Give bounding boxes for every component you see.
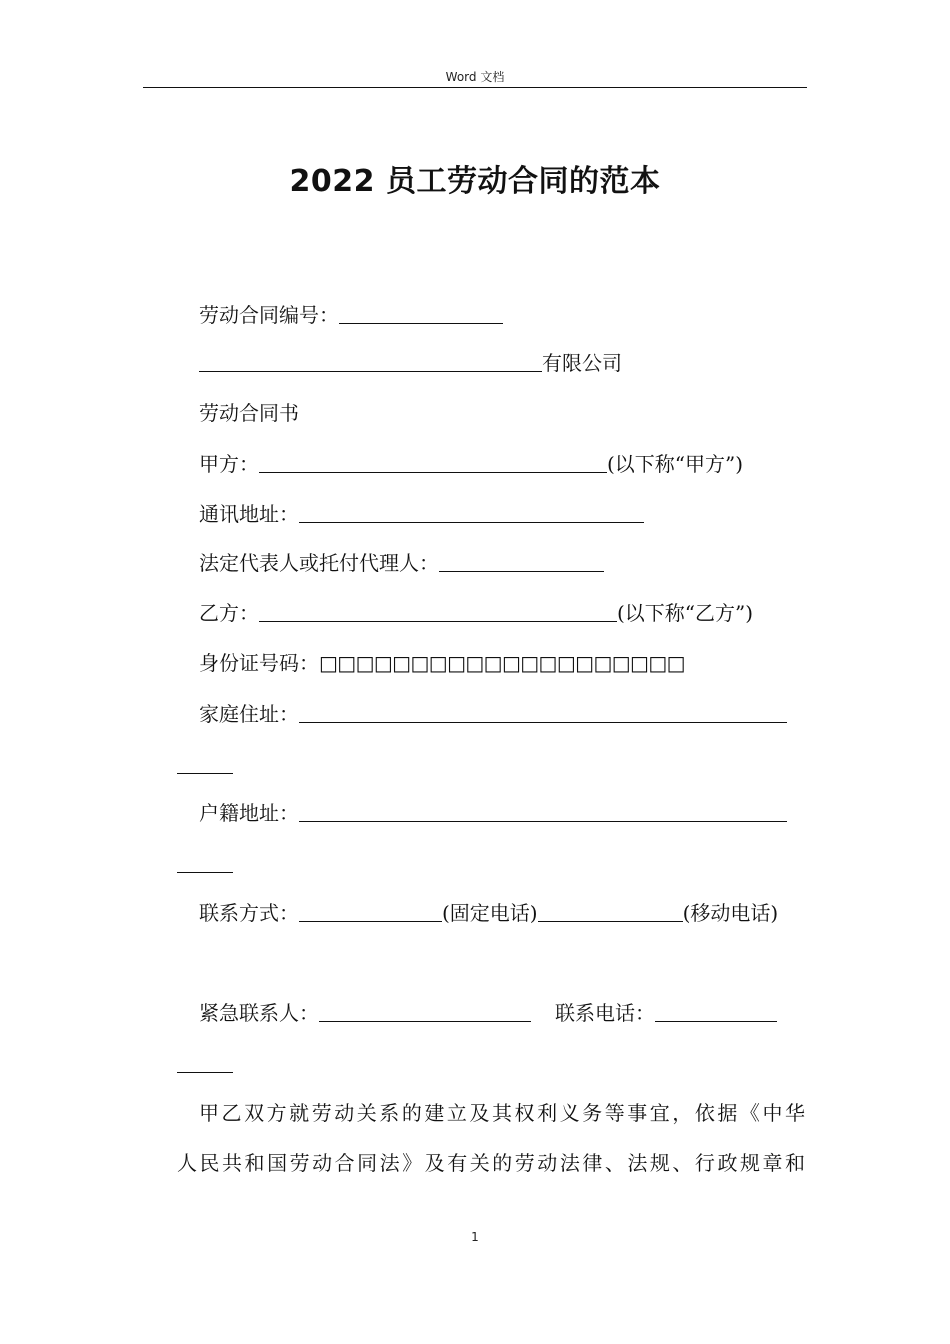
page-header: Word 文档 <box>445 70 505 84</box>
party-a-line <box>199 451 743 477</box>
document-title: 2022 员工劳动合同的范本 <box>289 164 661 199</box>
mobile-phone-label: (移动电话) <box>682 901 779 925</box>
party-b-note: (以下称“乙方”) <box>617 601 754 625</box>
company-suffix: 有限公司 <box>542 351 622 375</box>
home-address-label: 家庭住址： <box>199 702 299 726</box>
address-blank <box>299 502 644 523</box>
contact-phone-blank <box>655 1001 777 1022</box>
emergency-contact-blank <box>319 1001 531 1022</box>
party-a-label: 甲方： <box>199 452 259 476</box>
fixed-phone-blank <box>299 901 442 922</box>
contract-number-label: 劳动合同编号： <box>199 303 339 327</box>
party-b-line <box>199 600 753 626</box>
home-address-blank-cont <box>177 753 233 774</box>
contact-phone-blank-cont <box>177 1052 233 1073</box>
household-address-blank-cont <box>177 852 233 873</box>
address-line <box>199 501 644 527</box>
page-number: 1 <box>471 1230 479 1244</box>
party-a-blank <box>259 452 607 473</box>
intro-paragraph-line-2: 人民共和国劳动合同法》及有关的劳动法律、法规、行政规章和 <box>177 1151 805 1175</box>
contract-number-line <box>199 302 503 328</box>
id-number-boxes: □□□□□□□□□□□□□□□□□□□□ <box>319 651 685 675</box>
party-b-blank <box>259 601 617 622</box>
legal-rep-line <box>199 550 604 576</box>
household-address-blank <box>299 801 787 822</box>
company-line <box>199 350 622 376</box>
home-address-blank <box>299 702 787 723</box>
contact-phone-continuation <box>177 1051 233 1077</box>
header-divider <box>143 87 807 88</box>
home-address-line <box>199 701 787 727</box>
household-address-label: 户籍地址： <box>199 801 299 825</box>
contact-line <box>199 900 778 926</box>
emergency-contact-label: 紧急联系人： <box>199 1001 319 1025</box>
contract-number-blank <box>339 303 503 324</box>
contract-book-line: 劳动合同书 <box>199 401 299 425</box>
id-number-line <box>199 650 685 676</box>
legal-rep-label: 法定代表人或托付代理人： <box>199 551 439 575</box>
household-address-continuation <box>177 851 233 877</box>
contact-label: 联系方式： <box>199 901 299 925</box>
party-b-label: 乙方： <box>199 601 259 625</box>
intro-paragraph-line-1: 甲乙双方就劳动关系的建立及其权利义务等事宜，依据《中华 <box>199 1101 805 1125</box>
id-number-label: 身份证号码： <box>199 651 319 675</box>
fixed-phone-label: (固定电话) <box>442 901 538 925</box>
party-a-note: (以下称“甲方”) <box>607 452 744 476</box>
mobile-phone-blank <box>538 901 683 922</box>
emergency-contact-line <box>199 1000 777 1026</box>
address-label: 通讯地址： <box>199 502 299 526</box>
company-name-blank <box>199 351 542 372</box>
household-address-line <box>199 800 787 826</box>
home-address-continuation <box>177 752 233 778</box>
legal-rep-blank <box>439 551 604 572</box>
contact-phone-label: 联系电话： <box>555 1001 655 1025</box>
